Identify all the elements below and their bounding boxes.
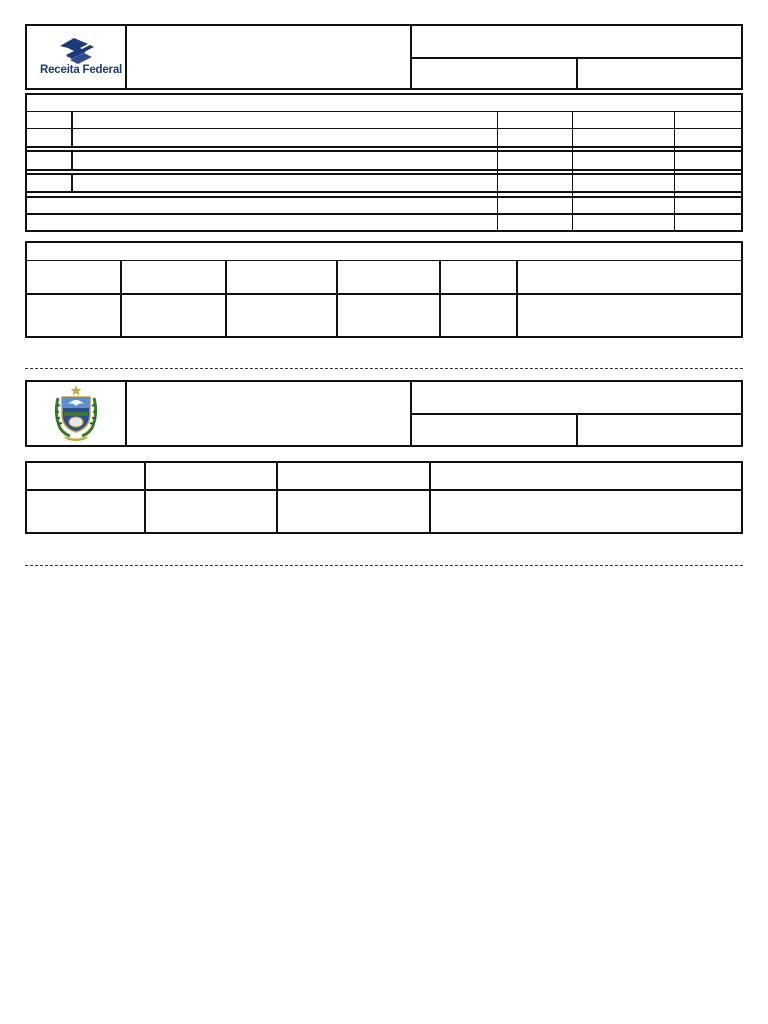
upper-section-2-col-1 bbox=[120, 260, 122, 338]
upper-section-2-col-4 bbox=[439, 260, 441, 338]
lower-section-1-col-3 bbox=[429, 461, 431, 534]
lower-section-1-header-line bbox=[25, 489, 743, 491]
lower-section-1-col-2 bbox=[276, 461, 278, 534]
upper-section-1 bbox=[25, 93, 743, 232]
upper-section-2-col-5 bbox=[516, 260, 518, 338]
upper-row-c-bottom bbox=[25, 191, 743, 193]
upper-total-top bbox=[25, 196, 743, 198]
upper-row-b-top bbox=[25, 150, 743, 152]
upper-value-col-1 bbox=[497, 111, 498, 232]
upper-code-col-a bbox=[71, 111, 73, 146]
upper-code-col-c bbox=[71, 173, 73, 191]
cut-line-1 bbox=[25, 368, 743, 369]
upper-row-b-bottom bbox=[25, 169, 743, 171]
upper-section-1-title-line bbox=[25, 111, 743, 112]
upper-row-a1-bottom bbox=[25, 128, 743, 129]
upper-value-col-3 bbox=[674, 111, 675, 232]
upper-row-c-top bbox=[25, 173, 743, 175]
upper-section-2-col-3 bbox=[336, 260, 338, 338]
upper-code-col-b bbox=[71, 150, 73, 169]
lower-header-logo-divider bbox=[125, 380, 127, 447]
upper-section-2-title-line bbox=[25, 260, 743, 261]
upper-section-2 bbox=[25, 241, 743, 338]
upper-value-col-2 bbox=[572, 111, 573, 232]
upper-row-a2-bottom bbox=[25, 146, 743, 148]
receita-federal-logo-text: Receita Federal bbox=[40, 64, 123, 76]
upper-section-2-header-line bbox=[25, 293, 743, 295]
upper-header-right-vdivider bbox=[576, 57, 578, 90]
upper-header-logo-divider bbox=[125, 24, 127, 90]
rio-de-janeiro-coat-of-arms-icon bbox=[50, 384, 102, 442]
lower-header-right-vdivider bbox=[576, 413, 578, 447]
lower-section-1 bbox=[25, 461, 743, 534]
cut-line-2 bbox=[25, 565, 743, 566]
lower-section-1-col-1 bbox=[144, 461, 146, 534]
upper-total-mid bbox=[25, 213, 743, 215]
upper-section-2-col-2 bbox=[225, 260, 227, 338]
